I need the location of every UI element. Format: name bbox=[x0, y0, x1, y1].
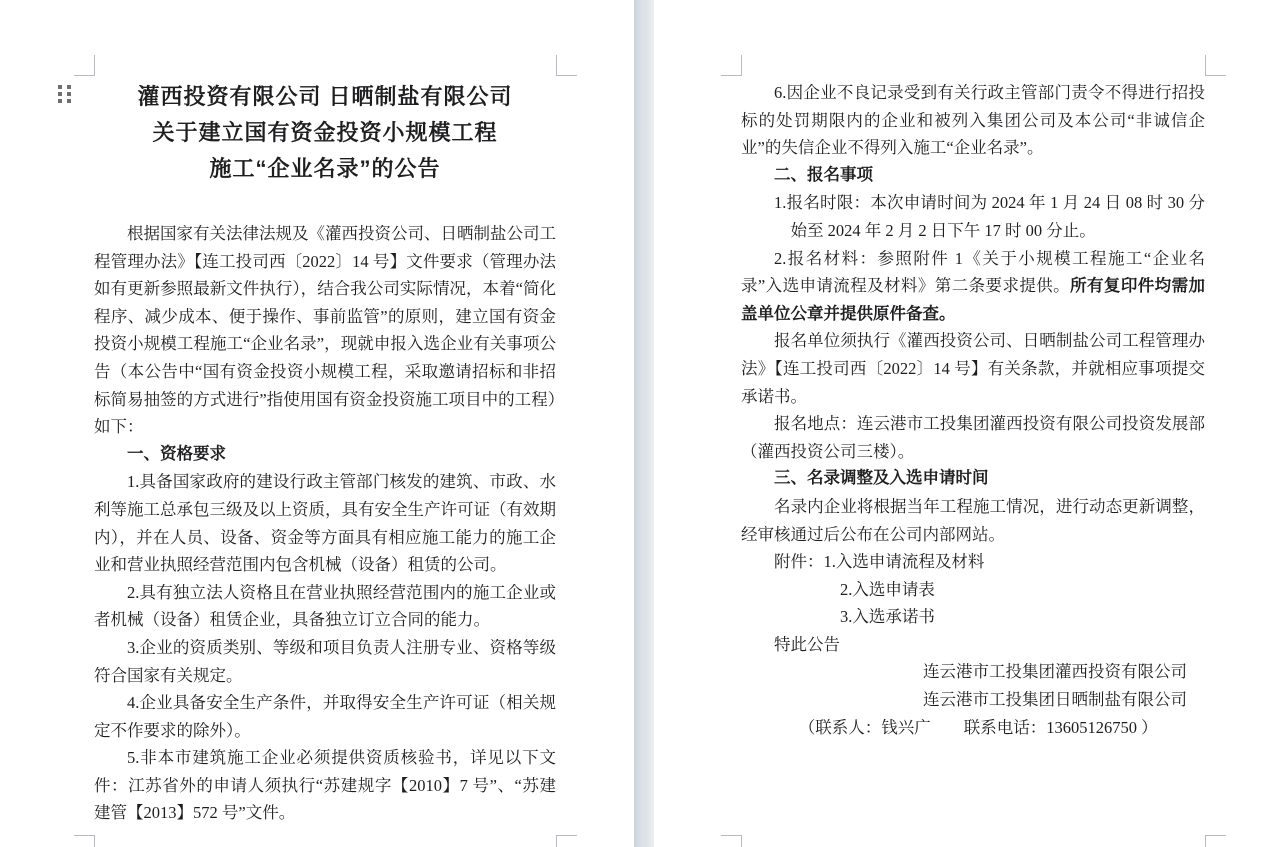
text-boundary-mark bbox=[74, 55, 95, 76]
paragraph[interactable]: 名录内企业将根据当年工程施工情况，进行动态更新调整，经审核通过后公布在公司内部网站。 bbox=[741, 496, 1205, 544]
title-line[interactable]: 施工“企业名录”的公告 bbox=[209, 156, 441, 181]
paragraph[interactable]: 1.报名时限：本次申请时间为 2024 年 1 月 24 日 08 时 30 分始至 2024 年 2 月 2 日下午 17 时 00 分止。 bbox=[774, 193, 1205, 240]
paragraph[interactable]: 报名单位须执行《灌西投资公司、日晒制盐公司工程管理办法》【连工投司西〔2022〕14 号】有关条款，并就相应事项提交承诺书。 bbox=[741, 331, 1205, 406]
text-boundary-mark bbox=[74, 835, 95, 847]
paragraph[interactable]: （联系人：钱兴广 联系电话：13605126750 ） bbox=[798, 717, 1158, 737]
text-boundary-mark bbox=[721, 835, 742, 847]
paragraph-drag-handle-icon[interactable] bbox=[58, 85, 71, 103]
page-2-text-area[interactable] bbox=[741, 79, 1205, 741]
paragraph[interactable]: 3.企业的资质类别、等级和项目负责人注册专业、资格等级符合国家有关规定。 bbox=[94, 637, 556, 685]
section-heading[interactable]: 一、资格要求 bbox=[127, 444, 226, 463]
section-heading[interactable]: 三、名录调整及入选申请时间 bbox=[774, 469, 989, 488]
text-boundary-mark bbox=[721, 55, 742, 76]
text-boundary-mark bbox=[1205, 835, 1226, 847]
paragraph[interactable]: 附件：1.入选申请流程及材料 bbox=[774, 552, 985, 572]
paragraph[interactable] bbox=[741, 245, 1205, 328]
paragraph[interactable]: 连云港市工投集团灌西投资有限公司 bbox=[923, 662, 1187, 682]
paragraph[interactable]: 1.具备国家政府的建设行政主管部门核发的建筑、市政、水利等施工总承包三级及以上资质，具有安全生产许可证（有效期内），并在人员、设备、资金等方面具有相应施工能力的施工企业和营业执照经营范围内包含机械（设备）租赁的公司。 bbox=[94, 472, 556, 575]
paragraph[interactable]: 6.因企业不良记录受到有关行政主管部门责令不得进行招投标的处罚期限内的企业和被列入集团公司及本公司“非诚信企业”的失信企业不得列入施工“企业名录”。 bbox=[741, 83, 1205, 158]
page-2[interactable] bbox=[654, 0, 1284, 847]
text-boundary-mark bbox=[1205, 55, 1226, 76]
text-boundary-mark bbox=[556, 835, 577, 847]
paragraph[interactable]: 特此公告 bbox=[774, 634, 840, 654]
paragraph[interactable]: 2.具有独立法人资格且在营业执照经营范围内的施工企业或者机械（设备）租赁企业，具备独立订立合同的能力。 bbox=[94, 582, 556, 630]
paragraph[interactable]: 3.入选承诺书 bbox=[840, 607, 935, 627]
page-1[interactable] bbox=[0, 0, 634, 847]
bold-text-run[interactable]: 所有复印件均需加盖单位公章并提供原件备查。 bbox=[741, 276, 1206, 323]
section-heading[interactable]: 二、报名事项 bbox=[774, 165, 873, 184]
paragraph[interactable]: 根据国家有关法律法规及《灌西投资公司、日晒制盐公司工程管理办法》【连工投司西〔2022〕14 号】文件要求（管理办法如有更新参照最新文件执行），结合我公司实际情况，本着“简化程序、减少成本、便于操作、事前监管”的原则，建立国有资金投资小规模工程施工“企业名录”，现就申报入选企业有关事项公告（本公告中“国有资金投资小规模工程，采取邀请招标和非招标简易抽签的方式进行”指使用国有资金投资施工项目中的工程）如下： bbox=[94, 224, 556, 437]
page-1-text-area[interactable] bbox=[94, 79, 556, 827]
title-line[interactable]: 关于建立国有资金投资小规模工程 bbox=[152, 120, 498, 145]
title-line[interactable]: 灌西投资有限公司 日晒制盐有限公司 bbox=[137, 84, 513, 109]
paragraph[interactable]: 连云港市工投集团日晒制盐有限公司 bbox=[923, 690, 1187, 710]
paragraph[interactable]: 报名地点：连云港市工投集团灌西投资有限公司投资发展部（灌西投资公司三楼）。 bbox=[741, 414, 1205, 461]
paragraph[interactable]: 2.入选申请表 bbox=[840, 579, 935, 599]
text-run[interactable]: 2.报名材料：参照附件 1《关于小规模工程施工“企业名录”入选申请流程及材料》第二条要求提供。 bbox=[741, 248, 1205, 296]
paragraph[interactable]: 5.非本市建筑施工企业必须提供资质核验书，详见以下文件：江苏省外的申请人须执行“苏建规字【2010】7 号”、“苏建建管【2013】572 号”文件。 bbox=[94, 748, 556, 823]
document-title[interactable] bbox=[94, 79, 556, 187]
text-boundary-mark bbox=[556, 55, 577, 76]
paragraph[interactable]: 4.企业具备安全生产条件，并取得安全生产许可证（相关规定不作要求的除外）。 bbox=[94, 693, 556, 740]
page-gap bbox=[634, 0, 654, 847]
